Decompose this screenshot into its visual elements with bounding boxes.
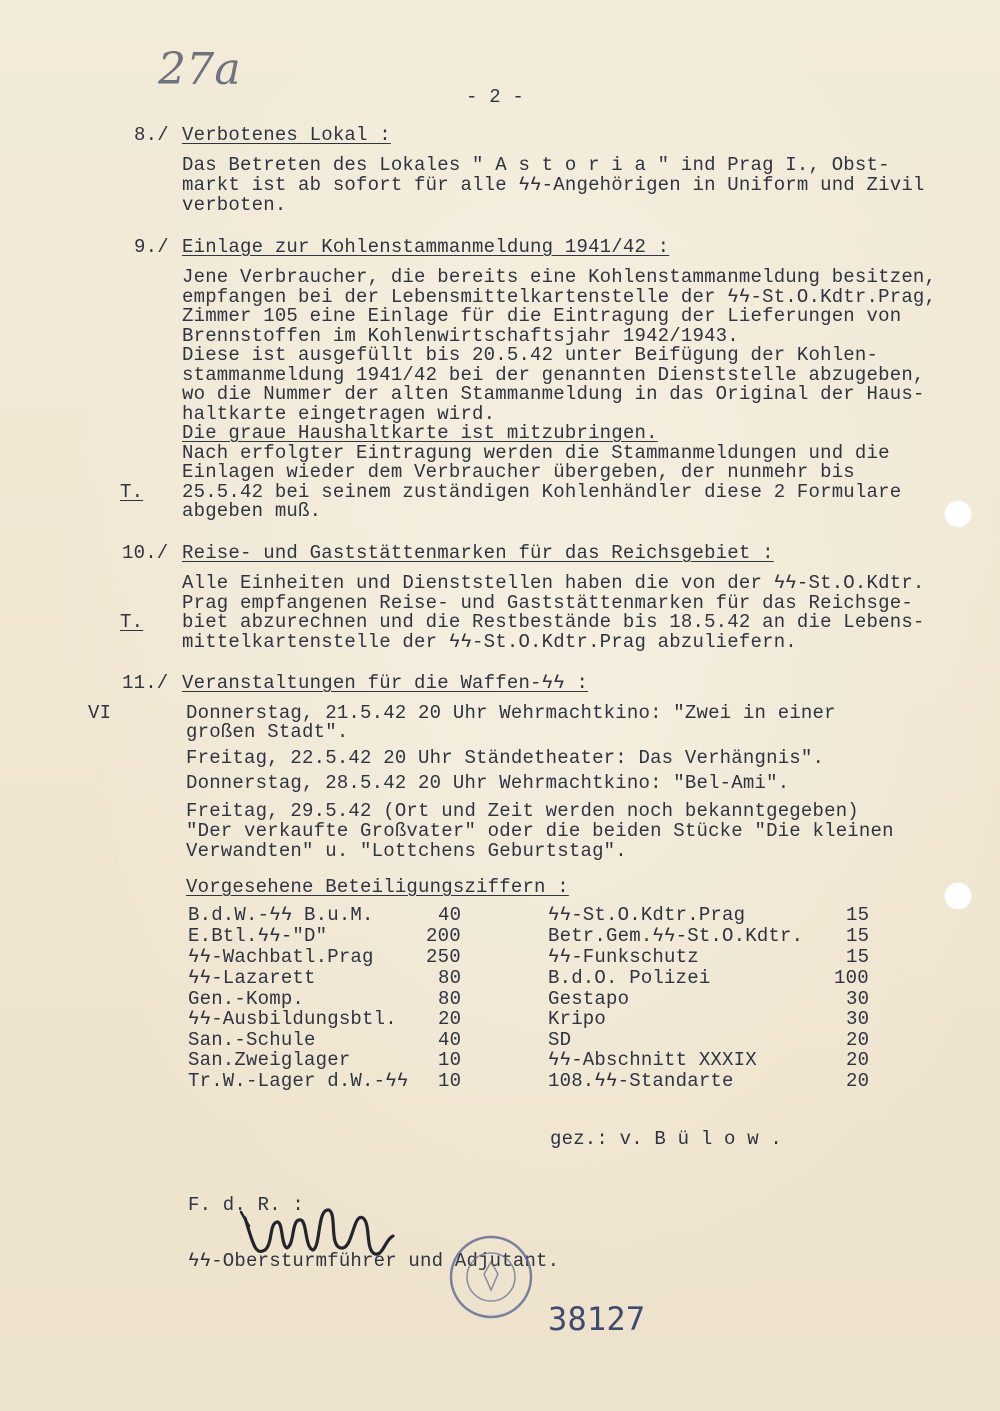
section-9-line: Diese ist ausgefüllt bis 20.5.42 unter Beifügung der Kohlen- <box>182 344 879 366</box>
table-row-unit: ϟϟ-St.O.Kdtr.Prag <box>548 904 746 926</box>
table-row-unit: ϟϟ-Funkschutz <box>548 946 699 968</box>
for-correctness: F. d. R. : <box>188 1194 305 1216</box>
section-number-9: 9./ <box>134 236 169 258</box>
handwritten-mark: 27a <box>158 44 241 95</box>
section-9-line: empfangen bei der Lebensmittelkartenstelle der ϟϟ-St.O.Kdtr.Prag, <box>182 286 937 308</box>
table-row-unit: ϟϟ-Abschnitt XXXIX <box>548 1049 757 1071</box>
table-row-count: 10 <box>438 1049 462 1071</box>
section-heading-8: Verbotenes Lokal : <box>182 124 391 146</box>
section-10-line: biet abzurechnen und die Restbestände bis 18.5.42 an die Lebens- <box>182 611 925 633</box>
table-row-unit: San.-Schule <box>188 1029 316 1051</box>
table-row-count: 10 <box>438 1070 462 1092</box>
event-line: Verwandten" u. "Lottchens Geburtstag". <box>186 840 627 862</box>
table-row-count: 15 <box>846 904 870 926</box>
table-row-unit: Kripo <box>548 1008 607 1030</box>
event-line: Donnerstag, 28.5.42 20 Uhr Wehrmachtkino: "Bel-Ami". <box>186 772 790 794</box>
signer-rank: ϟϟ-Obersturmführer und Adjutant. <box>188 1250 560 1272</box>
table-row-count: 30 <box>846 1008 870 1030</box>
section-8-line: Das Betreten des Lokales " A s t o r i a " ind Prag I., Obst- <box>182 154 890 176</box>
table-row-count: 20 <box>846 1070 870 1092</box>
table-row-unit: B.d.O. Polizei <box>548 967 711 989</box>
table-row-unit: Tr.W.-Lager d.W.-ϟϟ <box>188 1070 409 1092</box>
table-row-unit: Betr.Gem.ϟϟ-St.O.Kdtr. <box>548 925 804 947</box>
table-row-count: 80 <box>438 988 462 1010</box>
section-9-line: Brennstoffen im Kohlenwirtschaftsjahr 1942/1943. <box>182 325 739 347</box>
section-number-11: 11./ <box>122 672 169 694</box>
section-10-line: mittelkartenstelle der ϟϟ-St.O.Kdtr.Prag abzuliefern. <box>182 631 797 653</box>
section-number-10: 10./ <box>122 542 169 564</box>
section-heading-9: Einlage zur Kohlenstammanmeldung 1941/42 : <box>182 236 670 258</box>
section-8-line: markt ist ab sofort für alle ϟϟ-Angehörigen in Uniform und Zivil <box>182 174 925 196</box>
table-row-unit: Gen.-Komp. <box>188 988 305 1010</box>
punch-hole-bottom <box>944 882 972 910</box>
participation-table-heading: Vorgesehene Beteiligungsziffern : <box>186 876 569 898</box>
section-9-line: Nach erfolgter Eintragung werden die Stammanmeldungen und die <box>182 442 890 464</box>
table-row-count: 100 <box>834 967 869 989</box>
margin-mark-t: T. <box>120 481 144 503</box>
table-row-count: 20 <box>438 1008 462 1030</box>
section-8-line: verboten. <box>182 194 287 216</box>
table-row-count: 250 <box>426 946 461 968</box>
table-row-count: 40 <box>438 904 462 926</box>
page-number: - 2 - <box>466 86 525 108</box>
section-heading-11: Veranstaltungen für die Waffen-ϟϟ : <box>182 672 589 694</box>
section-9-line: Zimmer 105 eine Einlage für die Eintragung der Lieferungen von <box>182 305 902 327</box>
table-row-unit: 108.ϟϟ-Standarte <box>548 1070 734 1092</box>
event-line: Freitag, 22.5.42 20 Uhr Ständetheater: Das Verhängnis". <box>186 747 825 769</box>
section-10-line: Alle Einheiten und Dienststellen haben die von der ϟϟ-St.O.Kdtr. <box>182 572 925 594</box>
section-heading-10: Reise- und Gaststättenmarken für das Reichsgebiet : <box>182 542 774 564</box>
section-9-line: wo die Nummer der alten Stammanmeldung in das Original der Haus- <box>182 383 925 405</box>
table-row-count: 20 <box>846 1029 870 1051</box>
table-row-unit: B.d.W.-ϟϟ B.u.M. <box>188 904 374 926</box>
section-9-line: abgeben muß. <box>182 500 322 522</box>
event-line: großen Stadt". <box>186 721 349 743</box>
section-9-line: haltkarte eingetragen wird. <box>182 403 496 425</box>
event-line: Donnerstag, 21.5.42 20 Uhr Wehrmachtkino: "Zwei in einer <box>186 702 836 724</box>
table-row-unit: San.Zweiglager <box>188 1049 351 1071</box>
table-row-count: 200 <box>426 925 461 947</box>
table-row-count: 80 <box>438 967 462 989</box>
table-row-count: 40 <box>438 1029 462 1051</box>
section-10-line: Prag empfangenen Reise- und Gaststättenmarken für das Reichsge- <box>182 592 913 614</box>
punch-hole-top <box>944 500 972 528</box>
table-row-count: 15 <box>846 925 870 947</box>
section-number-8: 8./ <box>134 124 169 146</box>
event-line: "Der verkaufte Großvater" oder die beiden Stücke "Die kleinen <box>186 820 894 842</box>
section-9-line: stammanmeldung 1941/42 bei der genannten Dienststelle abzugeben, <box>182 364 925 386</box>
margin-mark-vi: VI <box>88 702 112 724</box>
table-row-count: 15 <box>846 946 870 968</box>
table-row-unit: ϟϟ-Wachbatl.Prag <box>188 946 374 968</box>
table-row-unit: Gestapo <box>548 988 630 1010</box>
stamp-number: 38127 <box>548 1300 646 1338</box>
signed-by: gez.: v. B ü l o w . <box>550 1128 783 1150</box>
table-row-count: 30 <box>846 988 870 1010</box>
table-row-unit: ϟϟ-Lazarett <box>188 967 316 989</box>
table-row-unit: SD <box>548 1029 572 1051</box>
margin-mark-t: T. <box>120 611 144 633</box>
round-seal-stamp <box>446 1232 536 1322</box>
section-9-line: 25.5.42 bei seinem zuständigen Kohlenhändler diese 2 Formulare <box>182 481 902 503</box>
table-row-unit: E.Btl.ϟϟ-"D" <box>188 925 328 947</box>
section-9-line: Einlagen wieder dem Verbraucher übergeben, der nunmehr bis <box>182 461 855 483</box>
event-line: Freitag, 29.5.42 (Ort und Zeit werden noch bekanntgegeben) <box>186 800 859 822</box>
table-row-count: 20 <box>846 1049 870 1071</box>
section-9-emphasis-line: Die graue Haushaltkarte ist mitzubringen. <box>182 422 658 444</box>
table-row-unit: ϟϟ-Ausbildungsbtl. <box>188 1008 397 1030</box>
section-9-line: Jene Verbraucher, die bereits eine Kohlenstammanmeldung besitzen, <box>182 266 937 288</box>
